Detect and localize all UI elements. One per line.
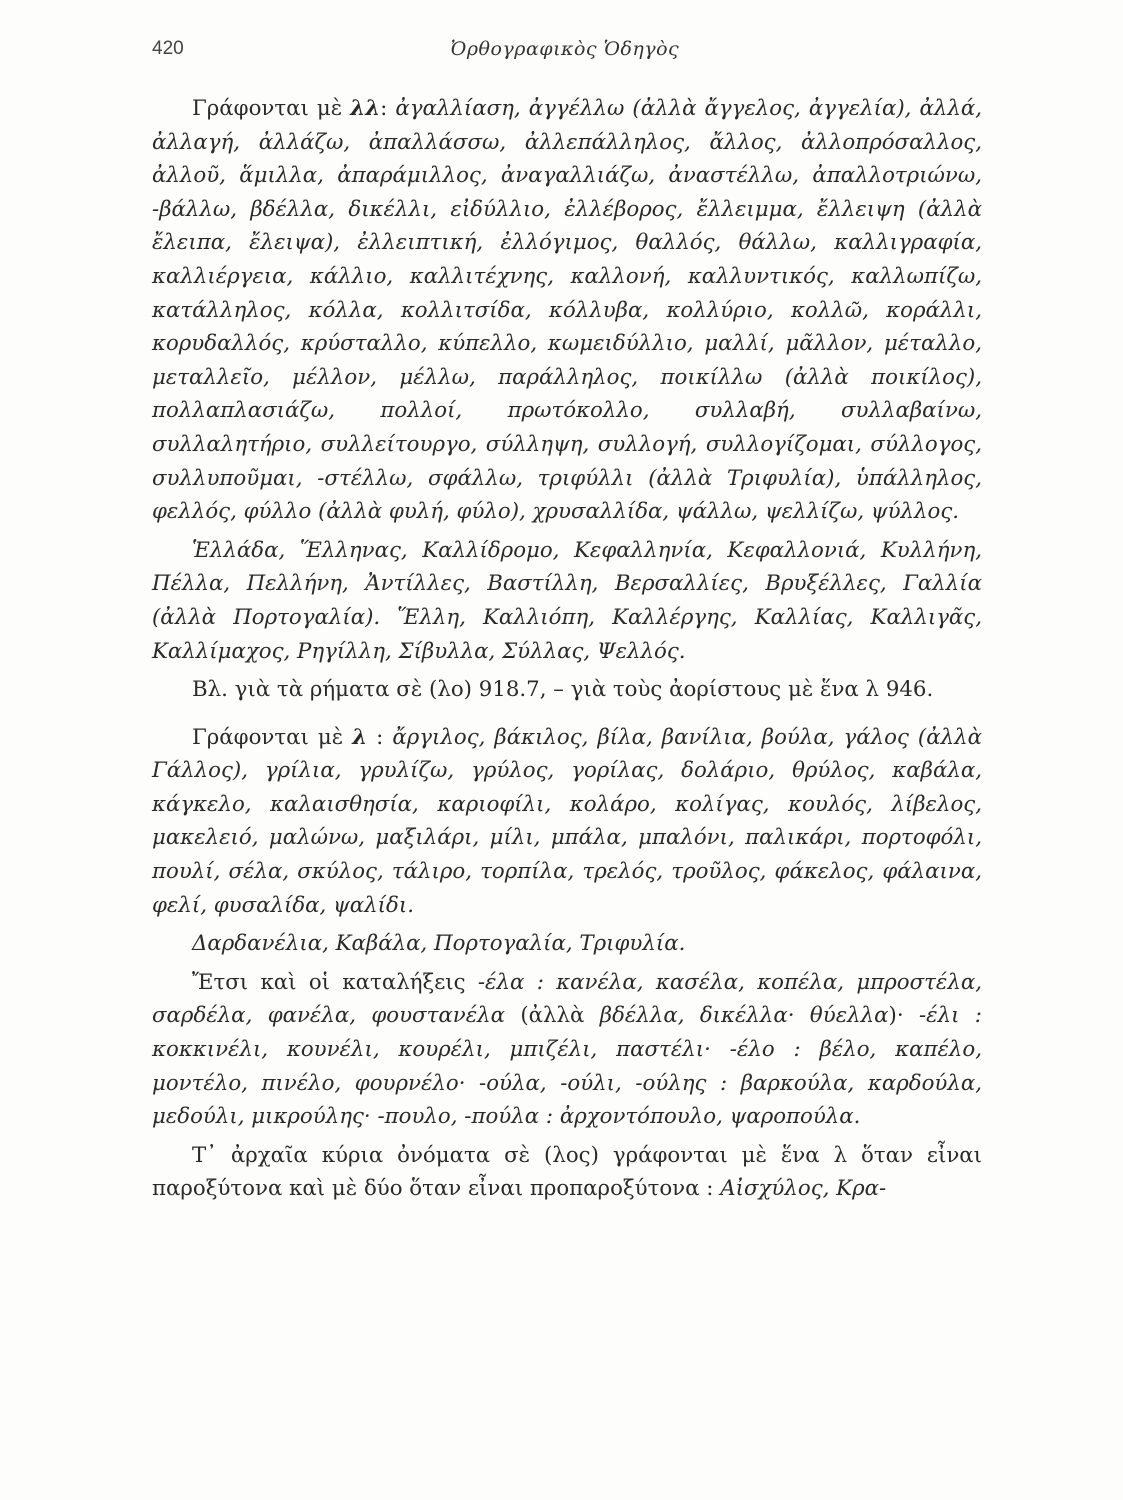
paragraph-endings xyxy=(152,966,982,1134)
marker-colon: : xyxy=(380,96,388,121)
paragraph-single-lambda xyxy=(152,721,982,923)
marker-colon: : xyxy=(376,724,384,750)
paragraph-intro: Γράφονται μὲ xyxy=(192,724,344,750)
paragraph-ancient-names xyxy=(152,1139,982,1206)
ending-poulo: -πουλο, -πούλα : ἀρχοντόπουλο, ψαροπούλα. xyxy=(377,1104,861,1130)
paragraph-double-lambda xyxy=(152,92,982,529)
single-lambda-marker: λ xyxy=(352,724,368,750)
running-head xyxy=(152,38,978,68)
ending-ela-note-open: (ἀλλὰ xyxy=(520,1003,585,1029)
ending-ela: -έλα : κανέλα, κασέλα, κοπέλα, μπροστέλα, σαρδέλα, φανέλα, φουστανέλα xyxy=(152,969,982,1029)
word-list-double-lambda: ἀγαλλίαση, ἀγγέλλω (ἀλλὰ ἄγγελος, ἀγγελία), ἀλλά, ἀλλαγή, ἀλλάζω, ἀπαλλάσσω, ἀλλεπάλληλος, ἄλλος, ἀλλοπρόσαλλος, ἀλλοῦ, ἅμιλλα, ἀπαράμιλλος, ἀναγαλλιάζω, ἀναστέλλω, ἀπαλλοτριώνω, -βάλλω, βδέλλα, δικέλλι, εἰδύλλιο, ἐλλέβορος, ἔλλειμμα, ἔλλειψη (ἀλλὰ ἔλειπα, ἔλειψα), ἐλλειπτική, ἐλλόγιμος, θαλλός, θάλλω, καλλιγραφία, καλλιέργεια, κάλλιο, καλλιτέχνης, καλλονή, καλλυντικός, καλλωπίζω, κατάλληλος, κόλλα, κολλιτσίδα, κόλλυβα, κολλύριο, κολλῶ, κοράλλι, κορυδαλλός, κρύσταλλο, κύπελλο, κωμειδύλλιο, μαλλί, μᾶλλον, μέταλλο, μεταλλεῖο, μέλλον, μέλλω, παράλληλος, ποικίλλω (ἀλλὰ ποικίλος), πολλαπλασιάζω, πολλοί, πρωτόκολλο, συλλαβή, συλλαβαίνω, συλλαλητήριο, συλλείτουργο, σύλληψη, συλλογή, συλλογίζομαι, σύλλογος, συλλυποῦμαι, -στέλλω, σφάλλω, τριφύλλι (ἀλλὰ Τριφυλία), ὑπάλληλος, φελλός, φύλλο (ἀλλὰ φυλή, φύλο), χρυσαλλίδα, ψάλλω, ψελλίζω, ψύλλος. xyxy=(152,96,983,525)
ending-elo: -έλο : βέλο, καπέλο, μοντέλο, πινέλο, φουρνέλο· xyxy=(152,1037,982,1096)
endings-lead: Ἔτσι καὶ οἱ καταλήξεις xyxy=(192,969,466,995)
double-lambda-marker: λλ xyxy=(350,96,381,121)
page-number: 420 xyxy=(152,38,184,59)
ancient-names-rule: Τ᾿ ἀρχαῖα κύρια ὀνόματα σὲ (λος) γράφονται μὲ ἕνα λ ὅταν εἶναι παροξύτονα καὶ μὲ δύο ὅταν εἶναι προπαροξύτονα : xyxy=(152,1142,982,1202)
body-text xyxy=(152,92,982,1206)
ending-ela-note-close: )· xyxy=(888,1003,904,1029)
ending-ela-note: βδέλλα, δικέλλα· θύελλα xyxy=(599,1003,889,1029)
ending-eli: -έλι : κοκκινέλι, κουνέλι, κουρέλι, μπιζέλι, παστέλι· xyxy=(152,1003,982,1063)
paragraph-proper-names-single-lambda: Δαρδανέλια, Καβάλα, Πορτογαλία, Τριφυλία. xyxy=(192,931,686,957)
paragraph-proper-names-double-lambda: Ἑλλάδα, Ἕλληνας, Καλλίδρομο, Κεφαλληνία, Κεφαλλονιά, Κυλλήνη, Πέλλα, Πελλήνη, Ἀντίλλες, Βαστίλλη, Βερσαλλίες, Βρυξέλλες, Γαλλία (ἀλλὰ Πορτογαλία). Ἕλλη, Καλλιόπη, Καλλέργης, Καλλίας, Καλλιγᾶς, Καλλίμαχος, Ρηγίλλη, Σίβυλλα, Σύλλας, Ψελλός. xyxy=(152,537,982,664)
ancient-names-examples: Αἰσχύλος, Κρα- xyxy=(720,1176,887,1202)
paragraph-cross-reference: Βλ. γιὰ τὰ ρήματα σὲ (λο) 918.7, – γιὰ τοὺς ἀορίστους μὲ ἕνα λ 946. xyxy=(192,677,934,703)
paragraph-intro: Γράφονται μὲ xyxy=(192,96,343,121)
running-title: Ὀρθογραφικὸς Ὁδηγὸς xyxy=(450,38,680,60)
ending-oula: -ούλα, -ούλι, -ούλης : βαρκούλα, καρδούλα, μεδούλι, μικρούλης· xyxy=(152,1070,982,1130)
word-list-single-lambda: ἄργιλος, βάκιλος, βίλα, βανίλια, βούλα, γάλος (ἀλλὰ Γάλλος), γρίλια, γρυλίζω, γρύλος, γορίλας, δολάριο, θρύλος, καβάλα, κάγκελο, καλαισθησία, καριοφίλι, κολάρο, κολίγας, κουλός, λίβελος, μακελειό, μαλώνω, μαξιλάρι, μίλι, μπάλα, μπαλόνι, παλικάρι, πορτοφόλι, πουλί, σέλα, σκύλος, τάλιρο, τορπίλα, τρελός, τροῦλος, φάκελος, φάλαινα, φελί, φυσαλίδα, ψαλίδι. xyxy=(152,724,982,918)
